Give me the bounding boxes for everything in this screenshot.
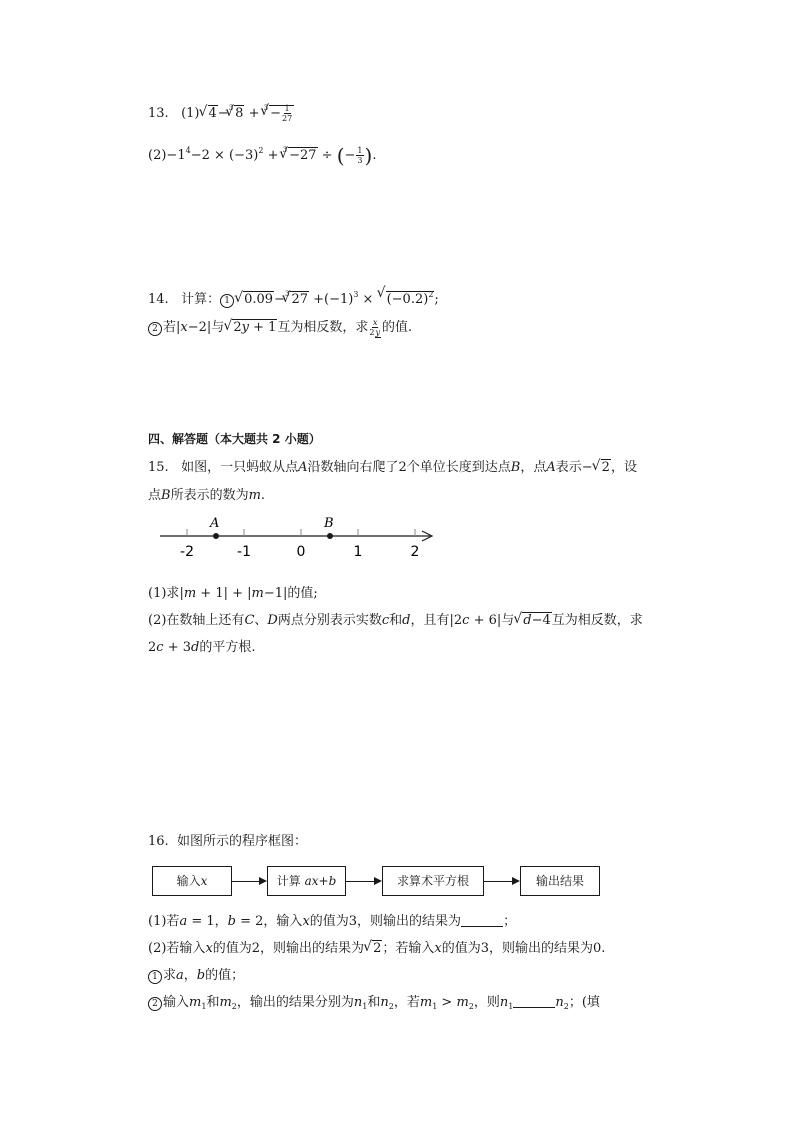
circle-2-icon: 2 xyxy=(148,322,162,336)
q15-line1: 15. 如图，一只蚂蚁从点A沿数轴向右爬了2个单位长度到达点B，点A表示−√ 2，设 xyxy=(148,459,637,477)
q13-line1: 13. (1)√ 4−$^3$√ 8 + $^3$√ − $\frac{1}{27}$ xyxy=(148,104,294,124)
flow-box-output: 输出结果 xyxy=(520,866,600,896)
number-line-tick-label: 0 xyxy=(296,544,306,560)
flow-arrow-1-head-icon xyxy=(259,877,267,885)
q15-number: 15. xyxy=(148,460,169,475)
flow-arrow-2 xyxy=(345,881,374,882)
answer-blank-1[interactable] xyxy=(461,914,503,927)
q13-number: 13. xyxy=(148,106,169,121)
point-A-label: A xyxy=(210,516,220,531)
q14-number: 14. xyxy=(148,292,169,307)
number-line-tick-label: 1 xyxy=(353,544,363,560)
q15-q2-line1: (2)在数轴上还有C、D两点分别表示实数c和d，且有|2c + 6|与√ d−4互为相反数，求 xyxy=(148,612,643,630)
cbrt-neg27: √ −27 xyxy=(280,147,317,165)
cbrt-neg-frac: √ − $\frac{1}{27}$ xyxy=(261,104,294,123)
answer-blank-2[interactable] xyxy=(513,995,555,1008)
point-B-label: B xyxy=(324,516,334,531)
q16-sub1: 1 求a，b的值； xyxy=(148,967,244,985)
q16-q2: (2)若输入x的值为2，则输出的结果为√ 2；若输入x的值为3，则输出的结果为0. xyxy=(148,940,605,958)
section4-heading: 四、解答题（本大题共 2 小题） xyxy=(148,432,321,446)
q14-line1: 14. 计算： 1√ 0.09−$^3$√ $27 +(-1)^3$ × √ $(-0.2)^2$; xyxy=(148,286,439,310)
flow-box-input: 输入x xyxy=(152,866,232,896)
circle-1-icon: 1 xyxy=(148,970,162,984)
number-line-figure xyxy=(158,512,458,562)
q13-part2-label: (2) xyxy=(148,148,167,163)
sqrt-4: √ 4 xyxy=(200,105,218,123)
number-line-tick-label: -2 xyxy=(180,544,194,560)
q16-sub2: 2 输入$m_1$和$m_2$，输出的结果分别为$n_1$和$n_2$，若$m_1 > m_2$，则$n_1$ $n_2$；(填 xyxy=(148,994,600,1016)
q16-intro: 16. 如图所示的程序框图： xyxy=(148,834,307,849)
circle-1-icon: 1 xyxy=(220,294,234,308)
flow-arrow-1 xyxy=(231,881,259,882)
q16-q1: (1)若a = 1，b = 2，输入x的值为3，则输出的结果为 ； xyxy=(148,914,517,929)
flow-arrow-3-head-icon xyxy=(512,877,520,885)
point-A xyxy=(213,533,219,539)
number-line-tick-label: 2 xyxy=(410,544,420,560)
q15-q1: (1)求|m + 1| + |m−1|的值; xyxy=(148,586,318,601)
q13-line2: $(2)-1^4-2 \times (-3)^2 + ^3√ -27$ ÷ (− $\frac{1}{3}$ ). xyxy=(148,142,376,166)
q13-part1-label: (1) xyxy=(181,106,200,121)
point-B xyxy=(327,533,333,539)
q14-line2: 2 若|x−2|与√ 2y + 1互为相反数，求 $\frac{x}{2y}$ 的值. xyxy=(148,318,412,337)
flow-arrow-3 xyxy=(483,881,512,882)
circle-2-icon: 2 xyxy=(148,997,162,1011)
q15-q2-line2: 2c + 3d的平方根. xyxy=(148,640,256,655)
flow-arrow-2-head-icon xyxy=(374,877,382,885)
flow-box-sqrt: 求算术平方根 xyxy=(382,866,484,896)
q15-line2: 点B所表示的数为m. xyxy=(148,488,266,503)
cbrt-8: √ 8 xyxy=(226,105,244,123)
q16-number: 16. xyxy=(148,834,169,849)
number-line-tick-label: -1 xyxy=(237,544,251,560)
flow-box-compute: 计算 ax+b xyxy=(267,866,346,896)
